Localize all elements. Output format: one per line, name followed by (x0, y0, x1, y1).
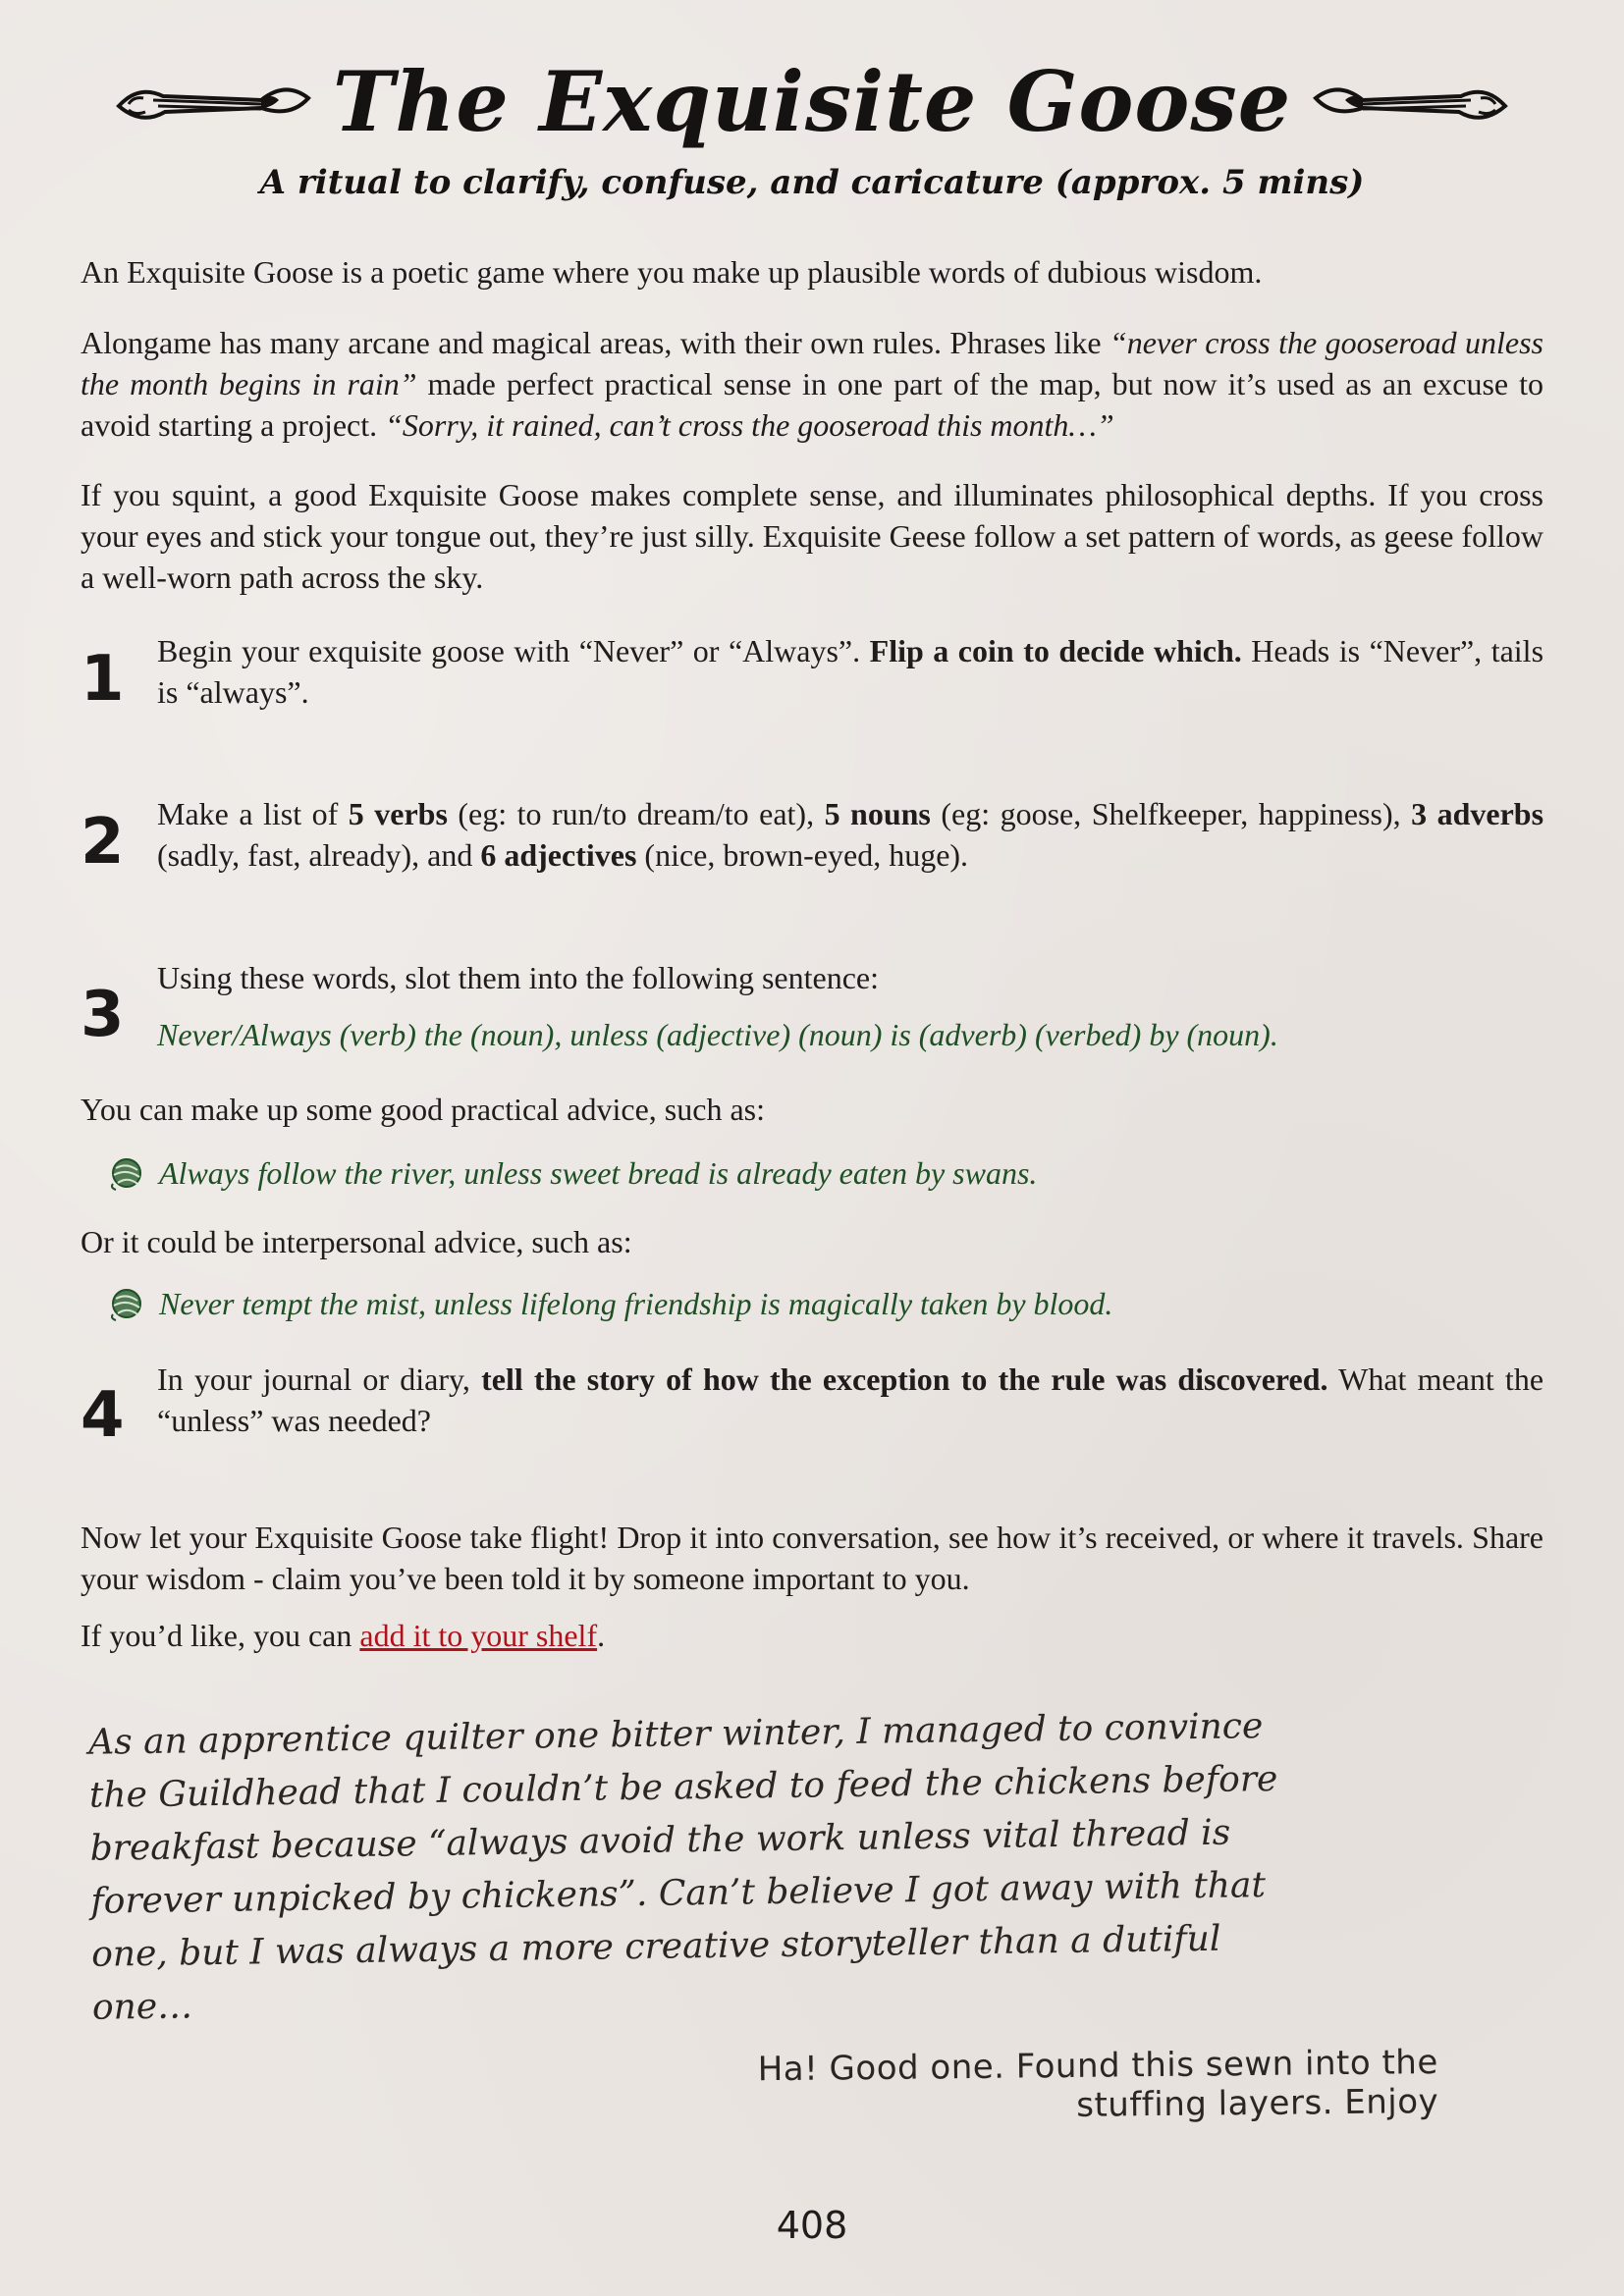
quote: “never cross the gooseroad unless the month begins in rain” (81, 325, 1543, 401)
practical-intro: You can make up some good practical advice, such as: (81, 1092, 765, 1127)
yarn-ball-icon (108, 1285, 145, 1322)
outro-text: . (597, 1618, 606, 1653)
example-text: Always follow the river, unless sweet bread is already eaten by swans. (159, 1154, 1038, 1191)
step-4-text (157, 1359, 1543, 1441)
title-row (0, 47, 1624, 155)
step-text: Heads is “Never”, tails is “always”. (157, 633, 1544, 710)
step-emphasis: 3 adverbs (1411, 796, 1544, 831)
step-1-text (157, 630, 1543, 713)
step-3-text: Using these words, slot them into the following sentence: (157, 960, 879, 995)
intro-text: Alongame has many arcane and magical areas, with their own rules. Phrases like (81, 325, 1110, 360)
step-text: Make a list of (157, 796, 349, 831)
add-to-shelf-link[interactable]: add it to your shelf (359, 1618, 598, 1653)
sentence-template: Never/Always (verb) the (noun), unless (adjective) (noun) is (adverb) (verbed) by (noun). (157, 1017, 1278, 1052)
step-emphasis: 6 adjectives (480, 837, 637, 873)
step-text: What meant the “unless” was needed? (157, 1362, 1544, 1438)
step-number: 1 (81, 643, 125, 716)
step-text: (eg: to run/to dream/to eat), (447, 796, 825, 831)
example-interpersonal (108, 1282, 1483, 1325)
step-number: 2 (81, 806, 125, 879)
step-emphasis: 5 verbs (348, 796, 448, 831)
outro-paragraph-2 (81, 1615, 1543, 1656)
step-text: (sadly, fast, already), and (157, 837, 481, 873)
step-2-text (157, 793, 1543, 876)
example-text: Never tempt the mist, unless lifelong friendship is magically taken by blood. (159, 1285, 1113, 1321)
step-text: (nice, brown-eyed, huge). (636, 837, 969, 873)
example-practical (108, 1151, 1483, 1195)
step-text: (eg: goose, Shelfkeeper, happiness), (930, 796, 1412, 831)
scroll-banner-icon (114, 67, 315, 135)
step-text: Begin your exquisite goose with “Never” or “Always”. (157, 633, 870, 668)
step-emphasis: Flip a coin to decide which. (869, 633, 1242, 668)
handwritten-story: As an apprentice quilter one bitter winter, I managed to convince the Guildhead that I couldn’t be asked to feed the chickens before breakfast because “always avoid the work unless vital thread is forever unpicked by chickens”. Can’t believe I got away with that one, but I was always a more creative storyteller than a dutiful one… (87, 1706, 1278, 2028)
step-emphasis: 5 nouns (824, 796, 931, 831)
outro-paragraph-1: Now let your Exquisite Goose take flight! Drop it into conversation, see how it’s received, or where it travels. Share your wisdom - claim you’ve been told it by someone important to you. (81, 1520, 1543, 1596)
scroll-banner-icon (1309, 67, 1510, 135)
handwritten-note: Ha! Good one. Found this sewn into the stuffing layers. Enjoy (757, 2043, 1439, 2125)
intro-paragraph-1: An Exquisite Goose is a poetic game where you make up plausible words of dubious wisdom. (81, 254, 1263, 290)
intro-paragraph-2 (81, 322, 1543, 446)
step-text: In your journal or diary, (157, 1362, 482, 1397)
interpersonal-intro: Or it could be interpersonal advice, such as: (81, 1224, 632, 1259)
intro-text: made perfect practical sense in one part of the map, but now it’s used as an excuse to avoid starting a project. (81, 366, 1543, 443)
intro-paragraph-3: If you squint, a good Exquisite Goose makes complete sense, and illuminates philosophical depths. If you cross your eyes and stick your tongue out, they’re just silly. Exquisite Geese follow a set pattern of words, as geese follow a well-worn path across the sky. (81, 477, 1544, 595)
step-emphasis: tell the story of how the exception to the rule was discovered. (481, 1362, 1328, 1397)
step-number: 4 (81, 1379, 125, 1452)
step-number: 3 (81, 979, 125, 1051)
outro-text: If you’d like, you can (81, 1618, 360, 1653)
quote: “Sorry, it rained, can’t cross the gooseroad this month…” (385, 407, 1114, 443)
page-number: 408 (776, 2204, 848, 2247)
yarn-ball-icon (108, 1154, 145, 1192)
page-subtitle: A ritual to clarify, confuse, and caricature (approx. 5 mins) (259, 163, 1365, 202)
page-title: The Exquisite Goose (332, 52, 1292, 150)
